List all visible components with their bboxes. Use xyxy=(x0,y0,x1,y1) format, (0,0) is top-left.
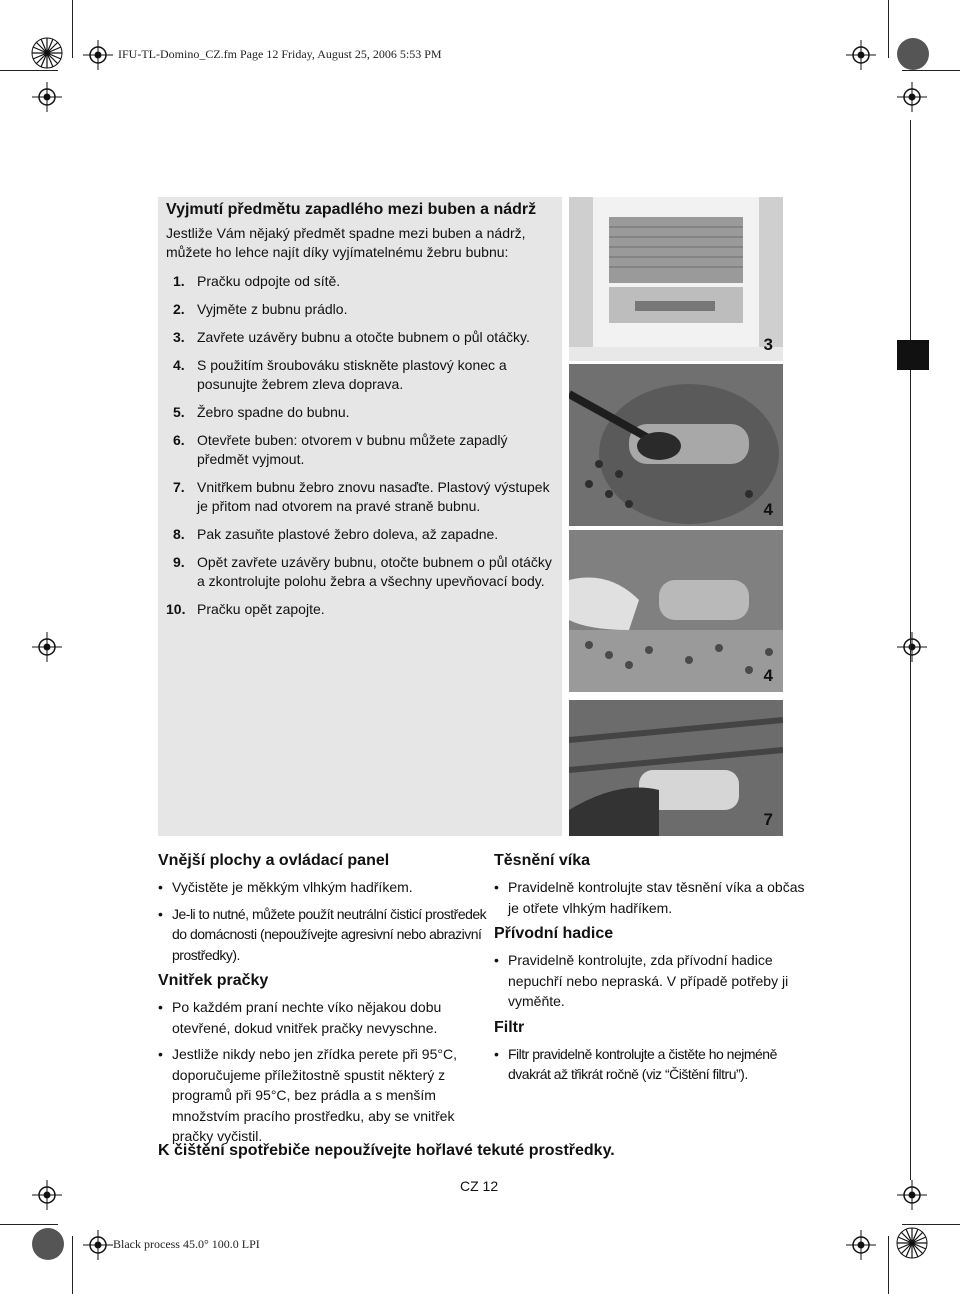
section-title: Přívodní hadice xyxy=(494,925,614,942)
step-item: 5. Žebro spadne do bubnu. xyxy=(173,404,350,420)
trim-line xyxy=(0,1224,58,1225)
instruction-panel xyxy=(158,197,562,836)
section-list xyxy=(494,1044,810,1085)
registration-mark-icon xyxy=(83,40,113,70)
trim-line xyxy=(72,0,73,58)
section-tab-marker xyxy=(897,340,929,370)
slug-header: IFU-TL-Domino_CZ.fm Page 12 Friday, August 25, 2006 5:53 PM xyxy=(118,47,442,61)
step-item: 9. Opět zavřete uzávěry bubnu, otočte bubnem o půl otáčky a zkontrolujte polohu žebra a všechny upevňovací body. xyxy=(173,554,552,589)
instruction-title: Vyjmutí předmětu zapadlého mezi buben a nádrž xyxy=(166,201,537,218)
photo-step-4a xyxy=(569,364,783,526)
warning-text: K čištění spotřebiče nepoužívejte hořlavé tekuté prostředky. xyxy=(158,1142,615,1159)
star-target-icon xyxy=(895,1226,929,1260)
trim-line xyxy=(0,70,58,71)
left-column xyxy=(158,851,488,1153)
registration-mark-icon xyxy=(32,82,62,112)
section-list xyxy=(158,877,488,965)
gray-dot-mark xyxy=(32,1228,64,1260)
trim-line xyxy=(902,70,960,71)
step-item: 7. Vnitřkem bubnu žebro znovu nasaďte. Plastový výstupek je přitom nad otvorem na pravé straně bubnu. xyxy=(173,479,550,514)
trim-line xyxy=(72,1236,73,1294)
registration-mark-icon xyxy=(897,1180,927,1210)
page-number: CZ 12 xyxy=(460,1178,499,1194)
section-title: Těsnění víka xyxy=(494,852,591,869)
registration-mark-icon xyxy=(846,1230,876,1260)
section-title: Filtr xyxy=(494,1018,525,1036)
slug-footer: Black process 45.0° 100.0 LPI xyxy=(113,1237,260,1251)
registration-mark-icon xyxy=(83,1230,113,1260)
photo-label: 7 xyxy=(763,810,773,829)
step-item: 1. Pračku odpojte od sítě. xyxy=(173,273,341,289)
step-item: 4. S použitím šroubováku stiskněte plastový konec a posunujte žebrem zleva doprava. xyxy=(173,357,507,392)
gray-dot-mark xyxy=(897,38,929,70)
list-item: • Po každém praní nechte víko nějakou dobu otevřené, dokud vnitřek pračky nevyschne. xyxy=(158,997,488,1038)
photo-label: 4 xyxy=(763,500,773,519)
trim-line xyxy=(888,0,889,58)
photo-step-7 xyxy=(569,700,783,836)
right-column xyxy=(494,851,810,1091)
photo-step-3 xyxy=(569,197,783,361)
list-item: • Filtr pravidelně kontrolujte a čistěte ho nejméně dvakrát až třikrát ročně (viz “Čištění filtru”). xyxy=(494,1044,810,1085)
step-item: 3. Zavřete uzávěry bubnu a otočte bubnem o půl otáčky. xyxy=(173,329,530,345)
step-item: 2. Vyjměte z bubnu prádlo. xyxy=(173,301,348,317)
section-list xyxy=(494,950,810,1012)
photo-label: 3 xyxy=(763,335,773,354)
list-item: • Je-li to nutné, můžete použít neutrální čisticí prostředek do domácnosti (nepoužívejte agresivní nebo abrazivní prostředky). xyxy=(158,904,488,966)
step-item: 8. Pak zasuňte plastové žebro doleva, až zapadne. xyxy=(173,526,499,542)
trim-line xyxy=(910,120,911,1180)
registration-mark-icon xyxy=(32,632,62,662)
trim-line xyxy=(902,1224,960,1225)
photo-step-4b xyxy=(569,530,783,692)
list-item: • Vyčistěte je měkkým vlhkým hadříkem. xyxy=(158,877,488,898)
star-target-icon xyxy=(30,36,64,70)
instruction-steps xyxy=(166,272,556,619)
list-item: • Pravidelně kontrolujte, zda přívodní hadice nepuchří nebo nepraská. V případě potřeby ji vyměňte. xyxy=(494,950,810,1012)
section-list xyxy=(494,877,810,918)
list-item: • Jestliže nikdy nebo jen zřídka perete při 95°C, doporučujeme příležitostně spustit některý z programů při 95°C, bez prádla a s menším množstvím pracího prostředku, aby se vnitřek pračky vyčistil. xyxy=(158,1044,488,1147)
section-title: Vnitřek pračky xyxy=(158,972,269,989)
list-item: • Pravidelně kontrolujte stav těsnění víka a občas je otřete vlhkým hadříkem. xyxy=(494,877,810,918)
registration-mark-icon xyxy=(846,40,876,70)
step-item: 6. Otevřete buben: otvorem v bubnu můžete zapadlý předmět vyjmout. xyxy=(173,432,508,467)
instruction-intro: Jestliže Vám nějaký předmět spadne mezi buben a nádrž, můžete ho lehce najít díky vyjímatelnému žebru bubnu: xyxy=(166,225,526,260)
registration-mark-icon xyxy=(897,632,927,662)
registration-mark-icon xyxy=(897,82,927,112)
step-item: 10. Pračku opět zapojte. xyxy=(166,601,325,617)
photo-label: 4 xyxy=(763,666,773,685)
section-list xyxy=(158,997,488,1147)
section-title: Vnější plochy a ovládací panel xyxy=(158,852,390,869)
trim-line xyxy=(888,1236,889,1294)
registration-mark-icon xyxy=(32,1180,62,1210)
